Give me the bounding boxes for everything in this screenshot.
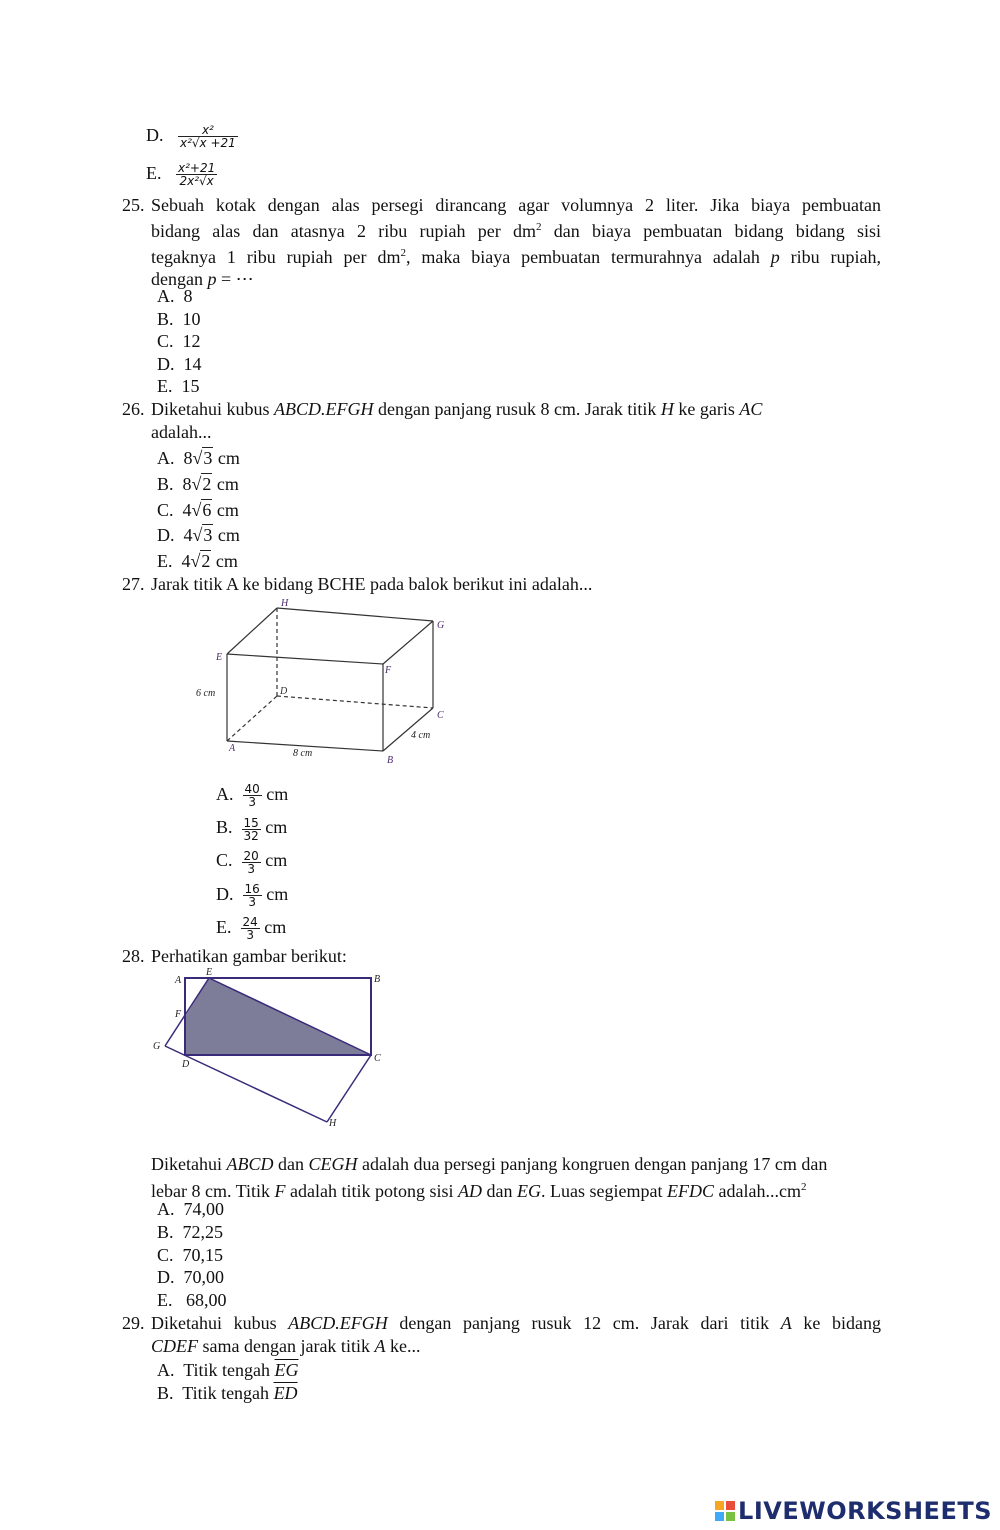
option bbox=[157, 1289, 227, 1312]
option bbox=[157, 1221, 227, 1244]
option bbox=[216, 811, 288, 844]
vertex-label-g: G bbox=[153, 1041, 161, 1052]
q27-options bbox=[216, 778, 288, 944]
option bbox=[157, 1198, 227, 1221]
math-variable: ABCD.EFGH bbox=[274, 399, 374, 419]
text-span: ke bidang bbox=[791, 1313, 881, 1333]
vertex-label-e: E bbox=[216, 652, 223, 663]
option bbox=[157, 285, 202, 308]
math-variable: AD bbox=[458, 1181, 483, 1201]
text-span: ke... bbox=[385, 1336, 421, 1356]
option-letter: C. bbox=[157, 1244, 174, 1265]
option-fraction bbox=[243, 783, 262, 808]
option-fraction bbox=[242, 850, 261, 875]
edge-dc-hidden bbox=[277, 696, 433, 708]
fraction-denominator: 3 bbox=[247, 861, 255, 876]
option-radicand: 6 bbox=[202, 499, 212, 520]
edge-ad-hidden bbox=[227, 696, 277, 741]
edge-hg bbox=[277, 608, 433, 621]
math-variable: A bbox=[374, 1336, 386, 1356]
option-text: 12 bbox=[182, 331, 201, 351]
option-text: Titik tengah bbox=[183, 1360, 275, 1380]
dimension-height: 6 cm bbox=[196, 688, 216, 699]
fraction-numerator: 15 bbox=[243, 815, 259, 830]
option bbox=[157, 330, 202, 353]
text-span: dengan panjang rusuk 8 cm. Jarak titik bbox=[373, 399, 661, 419]
option-text: 8 bbox=[183, 286, 193, 306]
option-unit: cm bbox=[265, 850, 288, 871]
vertex-label-d: D bbox=[182, 1059, 190, 1070]
option-radicand: 3 bbox=[203, 448, 213, 468]
segment-notation: $\overline{ED}$ bbox=[273, 1383, 298, 1403]
text-span: lebar 8 cm. Titik bbox=[151, 1181, 275, 1201]
math-variable: p bbox=[207, 269, 217, 289]
math-variable: ABCD bbox=[226, 1154, 274, 1174]
option bbox=[157, 1266, 227, 1289]
fraction-numerator: 40 bbox=[244, 782, 260, 797]
q28-options bbox=[157, 1198, 227, 1312]
option-text: 74,00 bbox=[183, 1199, 224, 1219]
q28-paragraph-line1 bbox=[151, 1153, 827, 1175]
q29-options bbox=[157, 1359, 299, 1405]
option-fraction bbox=[242, 817, 261, 842]
option bbox=[216, 911, 288, 944]
segment-hc bbox=[327, 1055, 371, 1122]
question-number: 25. bbox=[122, 195, 145, 215]
superscript: 2 bbox=[536, 221, 542, 233]
text-span: adalah dua persegi panjang kongruen dengan panjang 17 cm dan bbox=[357, 1154, 828, 1174]
option-letter: C. bbox=[157, 331, 174, 351]
option bbox=[157, 353, 202, 376]
option-text: 70,15 bbox=[182, 1244, 224, 1265]
option bbox=[216, 778, 288, 811]
option-letter: A. bbox=[157, 286, 175, 306]
option-unit: cm bbox=[211, 551, 238, 572]
option-unit: cm bbox=[212, 499, 239, 520]
option-letter: E. bbox=[157, 551, 173, 572]
vertex-label-b: B bbox=[387, 755, 394, 766]
option-text: 72,25 bbox=[182, 1221, 224, 1242]
option bbox=[157, 1244, 227, 1267]
text-line: Sebuah kotak dengan alas persegi dirancang agar volumnya 2 liter. Jika biaya pembuatan bbox=[151, 195, 881, 215]
text-span: adalah titik potong sisi bbox=[285, 1181, 459, 1201]
option-coefficient: 4 bbox=[182, 499, 192, 520]
q26-text-line1 bbox=[151, 398, 762, 420]
fraction-numerator: x²+21 bbox=[178, 161, 216, 176]
option-fraction bbox=[243, 883, 262, 908]
option-unit: cm bbox=[213, 448, 240, 468]
edge-fg bbox=[383, 621, 433, 664]
option bbox=[157, 1359, 299, 1382]
fraction-numerator: x² bbox=[178, 124, 238, 137]
text-span: dan biaya pembuatan bidang bidang sisi bbox=[541, 221, 881, 241]
option-coefficient: 8 bbox=[183, 448, 193, 468]
text-span: bidang alas dan atasnya 2 ribu rupiah per dm bbox=[151, 221, 536, 241]
option: A. 8√3 cm bbox=[157, 448, 240, 468]
option-letter: B. bbox=[216, 817, 233, 838]
text-span: , maka biaya pembuatan termurahnya adalah bbox=[405, 247, 771, 267]
question-number: 29. bbox=[122, 1313, 145, 1333]
text-span: dan bbox=[482, 1181, 518, 1201]
fraction-denominator: x²√x +21 bbox=[180, 136, 236, 151]
q24-option-e bbox=[146, 162, 217, 187]
dimension-length: 8 cm bbox=[293, 748, 313, 759]
option-letter: E. bbox=[146, 163, 162, 183]
option-radicand: 2 bbox=[201, 551, 211, 572]
vertex-label-d: D bbox=[280, 686, 288, 697]
option-unit: cm bbox=[212, 473, 239, 494]
option-unit: cm bbox=[266, 883, 289, 904]
math-variable: CEGH bbox=[308, 1154, 358, 1174]
vertex-label-c: C bbox=[374, 1053, 381, 1064]
option-coefficient: 4 bbox=[183, 525, 193, 546]
q28-rectangles-figure bbox=[150, 966, 390, 1132]
option-letter: E. bbox=[216, 916, 232, 937]
q27-text: Jarak titik A ke bidang BCHE pada balok berikut ini adalah... bbox=[151, 574, 593, 594]
q26-options bbox=[157, 446, 240, 575]
vertex-label-h: H bbox=[281, 598, 289, 609]
math-variable: AC bbox=[739, 399, 763, 419]
option-unit: cm bbox=[266, 784, 289, 804]
question-number: 28. bbox=[122, 946, 145, 966]
text-line bbox=[151, 268, 881, 290]
option: C. 4√6 cm bbox=[157, 499, 239, 520]
liveworksheets-logo[interactable] bbox=[715, 1497, 992, 1525]
vertex-label-g: G bbox=[437, 620, 445, 631]
fraction-denominator: 3 bbox=[248, 795, 256, 810]
option-text: 10 bbox=[182, 308, 201, 329]
option-coefficient: 8 bbox=[182, 473, 192, 494]
text-span: Diketahui kubus bbox=[151, 1313, 289, 1333]
q25-options bbox=[157, 285, 202, 398]
option-fraction bbox=[178, 124, 238, 149]
q27-cuboid-figure bbox=[185, 596, 460, 768]
question-number: 26. bbox=[122, 399, 145, 419]
text-span: ribu rupiah, bbox=[779, 247, 882, 267]
option-letter: D. bbox=[157, 1267, 175, 1288]
dimension-width: 4 cm bbox=[411, 730, 431, 741]
fraction-denominator: 3 bbox=[248, 894, 256, 909]
fraction-numerator: 16 bbox=[244, 881, 260, 896]
q29-text-line1 bbox=[151, 1312, 881, 1334]
option-letter: A. bbox=[157, 1360, 175, 1380]
vertex-label-h: H bbox=[329, 1118, 337, 1129]
text-span: Diketahui kubus bbox=[151, 399, 274, 419]
vertex-label-c: C bbox=[437, 710, 444, 721]
superscript: 2 bbox=[800, 1181, 807, 1193]
math-variable: EFDC bbox=[666, 1181, 714, 1201]
option-letter: C. bbox=[216, 850, 233, 871]
text-line bbox=[151, 242, 881, 268]
q26-text-line2: adalah... bbox=[151, 422, 212, 442]
option bbox=[157, 1382, 299, 1405]
option: D. 4√3 cm bbox=[157, 525, 240, 546]
option-letter: E. bbox=[157, 376, 173, 396]
option-letter: B. bbox=[157, 473, 174, 494]
option-letter: D. bbox=[216, 883, 234, 904]
q29-text-line2 bbox=[151, 1335, 420, 1357]
math-variable: A bbox=[780, 1313, 792, 1333]
option-letter: D. bbox=[157, 525, 175, 546]
option-text: 14 bbox=[183, 353, 202, 374]
text-span: dan bbox=[273, 1154, 309, 1174]
q28-text: Perhatikan gambar berikut: bbox=[151, 946, 347, 966]
option-letter: A. bbox=[216, 784, 234, 804]
question-number: 27. bbox=[122, 574, 145, 594]
shaded-quadrilateral-efdc bbox=[185, 978, 371, 1055]
text-span: . Luas segiempat bbox=[541, 1181, 667, 1201]
option-letter: B. bbox=[157, 308, 174, 329]
option-radicand: 3 bbox=[203, 525, 213, 546]
vertex-label-e: E bbox=[206, 967, 213, 978]
math-variable: EG bbox=[517, 1181, 542, 1201]
option-text: Titik tengah bbox=[182, 1383, 274, 1403]
vertex-label-f: F bbox=[385, 665, 392, 676]
superscript: 2 bbox=[400, 247, 406, 259]
option-text: 15 bbox=[181, 376, 200, 396]
math-variable: p bbox=[770, 247, 780, 267]
option-letter: D. bbox=[157, 353, 175, 374]
fraction-denominator: 32 bbox=[243, 828, 259, 843]
segment-notation: $\overline{EG}$ bbox=[274, 1360, 299, 1380]
q28-paragraph-line2 bbox=[151, 1176, 806, 1202]
option: B. 8√2 cm bbox=[157, 473, 239, 494]
math-variable: CDEF bbox=[151, 1336, 198, 1356]
fraction-denominator: 2x²√x bbox=[179, 174, 214, 189]
text-span: dengan panjang rusuk 12 cm. Jarak dari titik bbox=[387, 1313, 781, 1333]
logo-text: LIVEWORKSHEETS bbox=[738, 1497, 992, 1525]
text-span: dengan bbox=[151, 269, 208, 289]
option-text: 68,00 bbox=[181, 1290, 227, 1311]
text-span: ke garis bbox=[673, 399, 740, 419]
edge-ef bbox=[227, 654, 383, 664]
option-text: 70,00 bbox=[183, 1267, 224, 1288]
option bbox=[216, 844, 288, 877]
option-fraction bbox=[176, 162, 217, 187]
vertex-label-f: F bbox=[175, 1009, 182, 1020]
option-radicand: 2 bbox=[202, 473, 212, 494]
option-unit: cm bbox=[213, 525, 240, 546]
option bbox=[216, 878, 288, 911]
option-unit: cm bbox=[264, 916, 287, 937]
option: E. 4√2 cm bbox=[157, 551, 238, 572]
option bbox=[157, 308, 202, 331]
option-letter: D. bbox=[146, 125, 164, 145]
text-span: = ⋯ bbox=[216, 269, 254, 289]
option-fraction bbox=[241, 916, 260, 941]
text-span: Diketahui bbox=[151, 1154, 227, 1174]
edge-eh bbox=[227, 608, 277, 654]
math-variable: F bbox=[274, 1181, 286, 1201]
math-variable: H bbox=[660, 399, 674, 419]
option-letter: E. bbox=[157, 1290, 173, 1311]
q24-option-d bbox=[146, 124, 238, 149]
text-span: tegaknya 1 ribu rupiah per dm bbox=[151, 247, 401, 267]
option-letter: C. bbox=[157, 499, 174, 520]
option-letter: B. bbox=[157, 1383, 174, 1403]
vertex-label-a: A bbox=[229, 743, 236, 754]
math-variable: ABCD.EFGH bbox=[288, 1313, 388, 1333]
logo-mark-icon bbox=[715, 1501, 735, 1521]
vertex-label-b: B bbox=[374, 974, 381, 985]
option-letter: B. bbox=[157, 1221, 174, 1242]
fraction-numerator: 24 bbox=[242, 915, 258, 930]
option-letter: A. bbox=[157, 1199, 175, 1219]
text-line bbox=[151, 216, 881, 242]
segment-gh bbox=[165, 1046, 327, 1122]
text-span: adalah...cm bbox=[713, 1181, 801, 1201]
vertex-label-a: A bbox=[175, 975, 182, 986]
fraction-numerator: 20 bbox=[243, 848, 259, 863]
option-unit: cm bbox=[265, 817, 288, 838]
option-coefficient: 4 bbox=[181, 551, 191, 572]
text-span: sama dengan jarak titik bbox=[198, 1336, 375, 1356]
fraction-denominator: 3 bbox=[246, 928, 254, 943]
option-letter: A. bbox=[157, 448, 175, 468]
option bbox=[157, 375, 202, 398]
q25-text bbox=[151, 194, 881, 290]
